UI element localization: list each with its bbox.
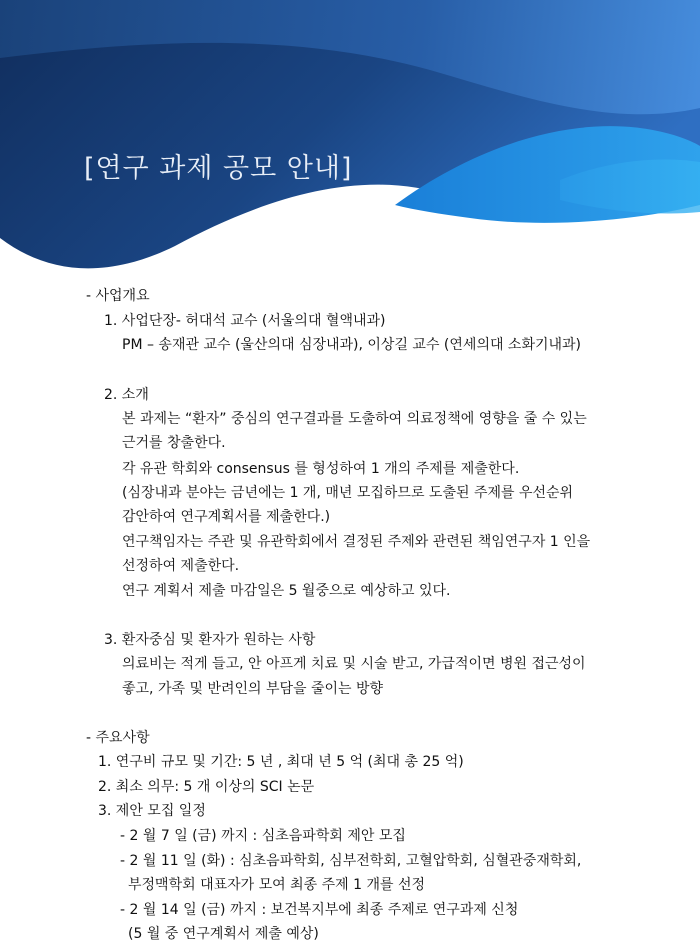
overview-item-1-pm: PM – 송재관 교수 (울산의대 심장내과), 이상길 교수 (연세의대 소화기내과) [122, 337, 582, 353]
schedule-line: - 2 월 14 일 (금) 까지 : 보건복지부에 최종 주제로 연구과제 신청 [120, 902, 519, 918]
intro-line: 연구책임자는 주관 및 유관학회에서 결정된 주제와 관련된 책임연구자 1 인을 [122, 534, 591, 550]
main-item-3: 3. 제안 모집 일정 [98, 803, 206, 819]
intro-line: (심장내과 분야는 금년에는 1 개, 매년 모집하므로 도출된 주제를 우선순위 [122, 485, 574, 501]
intro-line: 각 유관 학회와 consensus 를 형성하여 1 개의 주제를 제출한다. [122, 461, 520, 477]
intro-line: 감안하여 연구계획서를 제출한다.) [122, 509, 331, 525]
patient-line: 좋고, 가족 및 반려인의 부담을 줄이는 방향 [122, 681, 384, 697]
schedule-line: - 2 월 11 일 (화) : 심초음파학회, 심부전학회, 고혈압학회, 심혈관중재학회, [120, 853, 582, 869]
schedule-line: - 2 월 7 일 (금) 까지 : 심초음파학회 제안 모집 [120, 828, 406, 844]
intro-line: 본 과제는 “환자” 중심의 연구결과를 도출하여 의료정책에 영향을 줄 수 있는 [122, 411, 587, 427]
overview-item-3: 3. 환자중심 및 환자가 원하는 사항 [104, 632, 316, 648]
page-title: [연구 과제 공모 안내] [84, 153, 353, 184]
overview-item-1: 1. 사업단장- 허대석 교수 (서울의대 혈액내과) [104, 313, 386, 329]
overview-item-2: 2. 소개 [104, 387, 149, 403]
main-item-1: 1. 연구비 규모 및 기간: 5 년 , 최대 년 5 억 (최대 총 25 억) [98, 754, 464, 770]
header-banner [0, 0, 700, 290]
schedule-line: 부정맥학회 대표자가 모여 최종 주제 1 개를 선정 [128, 877, 426, 893]
intro-line: 연구 계획서 제출 마감일은 5 월중으로 예상하고 있다. [122, 583, 451, 599]
overview-heading: - 사업개요 [86, 288, 150, 304]
main-item-2: 2. 최소 의무: 5 개 이상의 SCI 논문 [98, 779, 315, 795]
patient-line: 의료비는 적게 들고, 안 아프게 치료 및 시술 받고, 가급적이면 병원 접근성이 [122, 656, 586, 672]
schedule-line: (5 월 중 연구계획서 제출 예상) [128, 926, 319, 942]
intro-line: 근거를 창출한다. [122, 435, 226, 451]
wave-background [0, 0, 700, 290]
intro-line: 선정하여 제출한다. [122, 558, 240, 574]
main-heading: - 주요사항 [86, 730, 150, 746]
